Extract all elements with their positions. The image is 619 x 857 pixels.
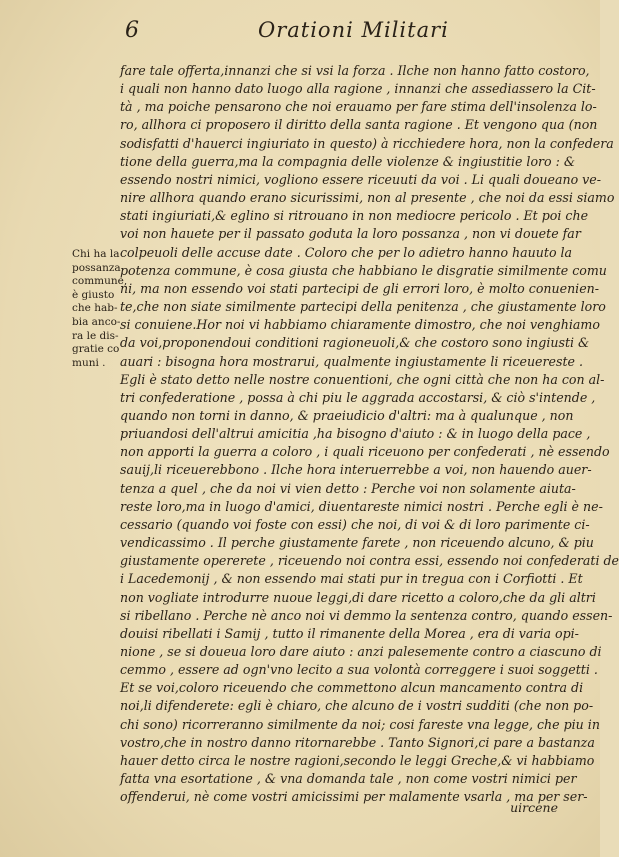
text-line: nire allhora quando erano sicurissimi, non al presente , che noi da essi siamo bbox=[120, 190, 615, 206]
text-line: chi sono) ricorreranno similmente da noi; cosi fareste vna legge, che piu in bbox=[120, 716, 600, 732]
text-line: tà , ma poiche pensarono che noi erauamo per fare stima dell'insolenza lo- bbox=[120, 99, 597, 115]
text-line: Et se voi,coloro riceuendo che commettono alcun mancamento contra di bbox=[120, 680, 584, 696]
marginal-line: gratie co bbox=[72, 343, 120, 356]
text-line: fatta vna esortatione , & vna domanda tale , non come vostri nimici per bbox=[120, 771, 577, 787]
text-line: nione , se si doueua loro dare aiuto : anzi palesemente contro a ciascuno di bbox=[120, 644, 602, 659]
text-line: non apporti la guerra a coloro , i quali riceuono per confederati , nè essendo bbox=[120, 444, 610, 460]
text-line: tenza a quel , che da noi vi vien detto : Perche voi non solamente aiuta- bbox=[120, 480, 576, 496]
page-number: 6 bbox=[125, 18, 140, 43]
text-line: tri confederatione , possa à chi piu le aggrada accostarsi, & ciò s'intende , bbox=[120, 389, 596, 405]
marginal-line: ra le dis- bbox=[72, 329, 119, 342]
text-line: noi,li difenderete: egli è chiaro, che alcuno de i vostri sudditi (che non po- bbox=[120, 698, 594, 714]
marginal-line: muni . bbox=[72, 356, 106, 369]
text-line: auari : bisogna hora mostrarui, qualmente ingiustamente li riceuereste . bbox=[120, 353, 583, 369]
text-line: vendicassimo . Il perche giustamente farete , non riceuendo alcuno, & piu bbox=[120, 535, 594, 551]
text-line: essendo nostri nimici, vogliono essere riceuuti da voi . Li quali doueano ve- bbox=[120, 171, 601, 187]
text-line: ni, ma non essendo voi stati partecipi de gli errori loro, è molto conuenien- bbox=[120, 280, 600, 296]
marginal-line: possanza bbox=[72, 261, 121, 274]
text-line: colpeuoli delle accuse date . Coloro che per lo adietro hanno hauuto la bbox=[120, 244, 573, 260]
text-line: cemmo , essere ad ogn'vno lecito a sua volontà correggere i suoi soggetti . bbox=[120, 662, 598, 678]
text-line: si ribellano . Perche nè anco noi vi demmo la sentenza contro, quando essen- bbox=[120, 607, 613, 623]
text-line: tione della guerra,ma la compagnia delle violenze & ingiustitie loro : & bbox=[120, 153, 576, 169]
text-line: ro, allhora ci proposero il diritto della santa ragione . Et vengono qua (non bbox=[120, 117, 598, 133]
text-line: Egli è stato detto nelle nostre conuentioni, che ogni città che non ha con al- bbox=[120, 371, 605, 387]
text-line: te,che non siate similmente partecipi della penitenza , che giustamente loro bbox=[120, 299, 606, 315]
text-line: si conuiene.Hor noi vi habbiamo chiaramente dimostro, che noi venghiamo bbox=[120, 317, 600, 333]
marginal-line: bia anco- bbox=[72, 315, 121, 328]
marginal-line: che hab- bbox=[72, 302, 118, 315]
body-text bbox=[120, 62, 619, 806]
text-line: stati ingiuriati,& eglino si ritrouano in non mediocre pericolo . Et poi che bbox=[120, 208, 589, 224]
text-line: quando non torni in danno, & praeiudicio d'altri: ma à qualunque , non bbox=[120, 407, 574, 423]
text-line: sodisfatti d'hauerci ingiuriato in questo) à ricchiedere hora, non la confedera bbox=[120, 135, 614, 151]
text-line: offenderui, nè come vostri amicissimi per malamente vsarla , ma per ser- bbox=[120, 789, 588, 805]
text-line: i Lacedemonij , & non essendo mai stati pur in tregua con i Corfiotti . Et bbox=[120, 571, 583, 587]
marginal-note bbox=[72, 248, 128, 370]
catchword: uircene bbox=[510, 800, 558, 815]
text-line: cessario (quando voi foste con essi) che noi, di voi & di loro parimente ci- bbox=[120, 516, 590, 532]
marginal-line: è giusto bbox=[72, 288, 115, 301]
text-line: giustamente opererete , riceuendo noi contra essi, essendo noi confederati de bbox=[120, 553, 619, 569]
text-line: priuandosi dell'altrui amicitia ,ha bisogno d'aiuto : & in luogo della pace , bbox=[120, 426, 591, 442]
text-line: reste loro,ma in luogo d'amici, diuentareste nimici nostri . Perche egli è ne- bbox=[120, 498, 603, 514]
marginal-line: commune, bbox=[72, 275, 128, 288]
text-line: i quali non hanno dato luogo alla ragione , innanzi che assediassero la Cit- bbox=[120, 81, 596, 97]
text-line: non vogliate introdurre nuoue leggi,di dare ricetto a coloro,che da gli altri bbox=[120, 589, 596, 605]
text-line: sauij,li riceuerebbono . Ilche hora interuerrebbe a voi, non hauendo auer- bbox=[120, 462, 592, 478]
text-line: douisi ribellati i Samij , tutto il rimanente della Morea , era di varia opi- bbox=[120, 625, 579, 641]
running-title: Orationi Militari bbox=[258, 18, 449, 42]
text-line: vostro,che in nostro danno ritornarebbe . Tanto Signori,ci pare a bastanza bbox=[120, 734, 595, 750]
text-line: fare tale offerta,innanzi che si vsi la forza . Ilche non hanno fatto costoro, bbox=[120, 63, 590, 78]
text-line: voi non hauete per il passato goduta la loro possanza , non vi douete far bbox=[120, 226, 581, 242]
marginal-line: Chi ha la bbox=[72, 248, 120, 260]
text-line: potenza commune, è cosa giusta che habbiano le disgratie similmente comu bbox=[120, 262, 607, 278]
text-line: da voi,proponendoui conditioni ragioneuoli,& che costoro sono ingiusti & bbox=[120, 335, 590, 351]
text-line: hauer detto circa le nostre ragioni,secondo le leggi Greche,& vi habbiamo bbox=[120, 752, 595, 768]
